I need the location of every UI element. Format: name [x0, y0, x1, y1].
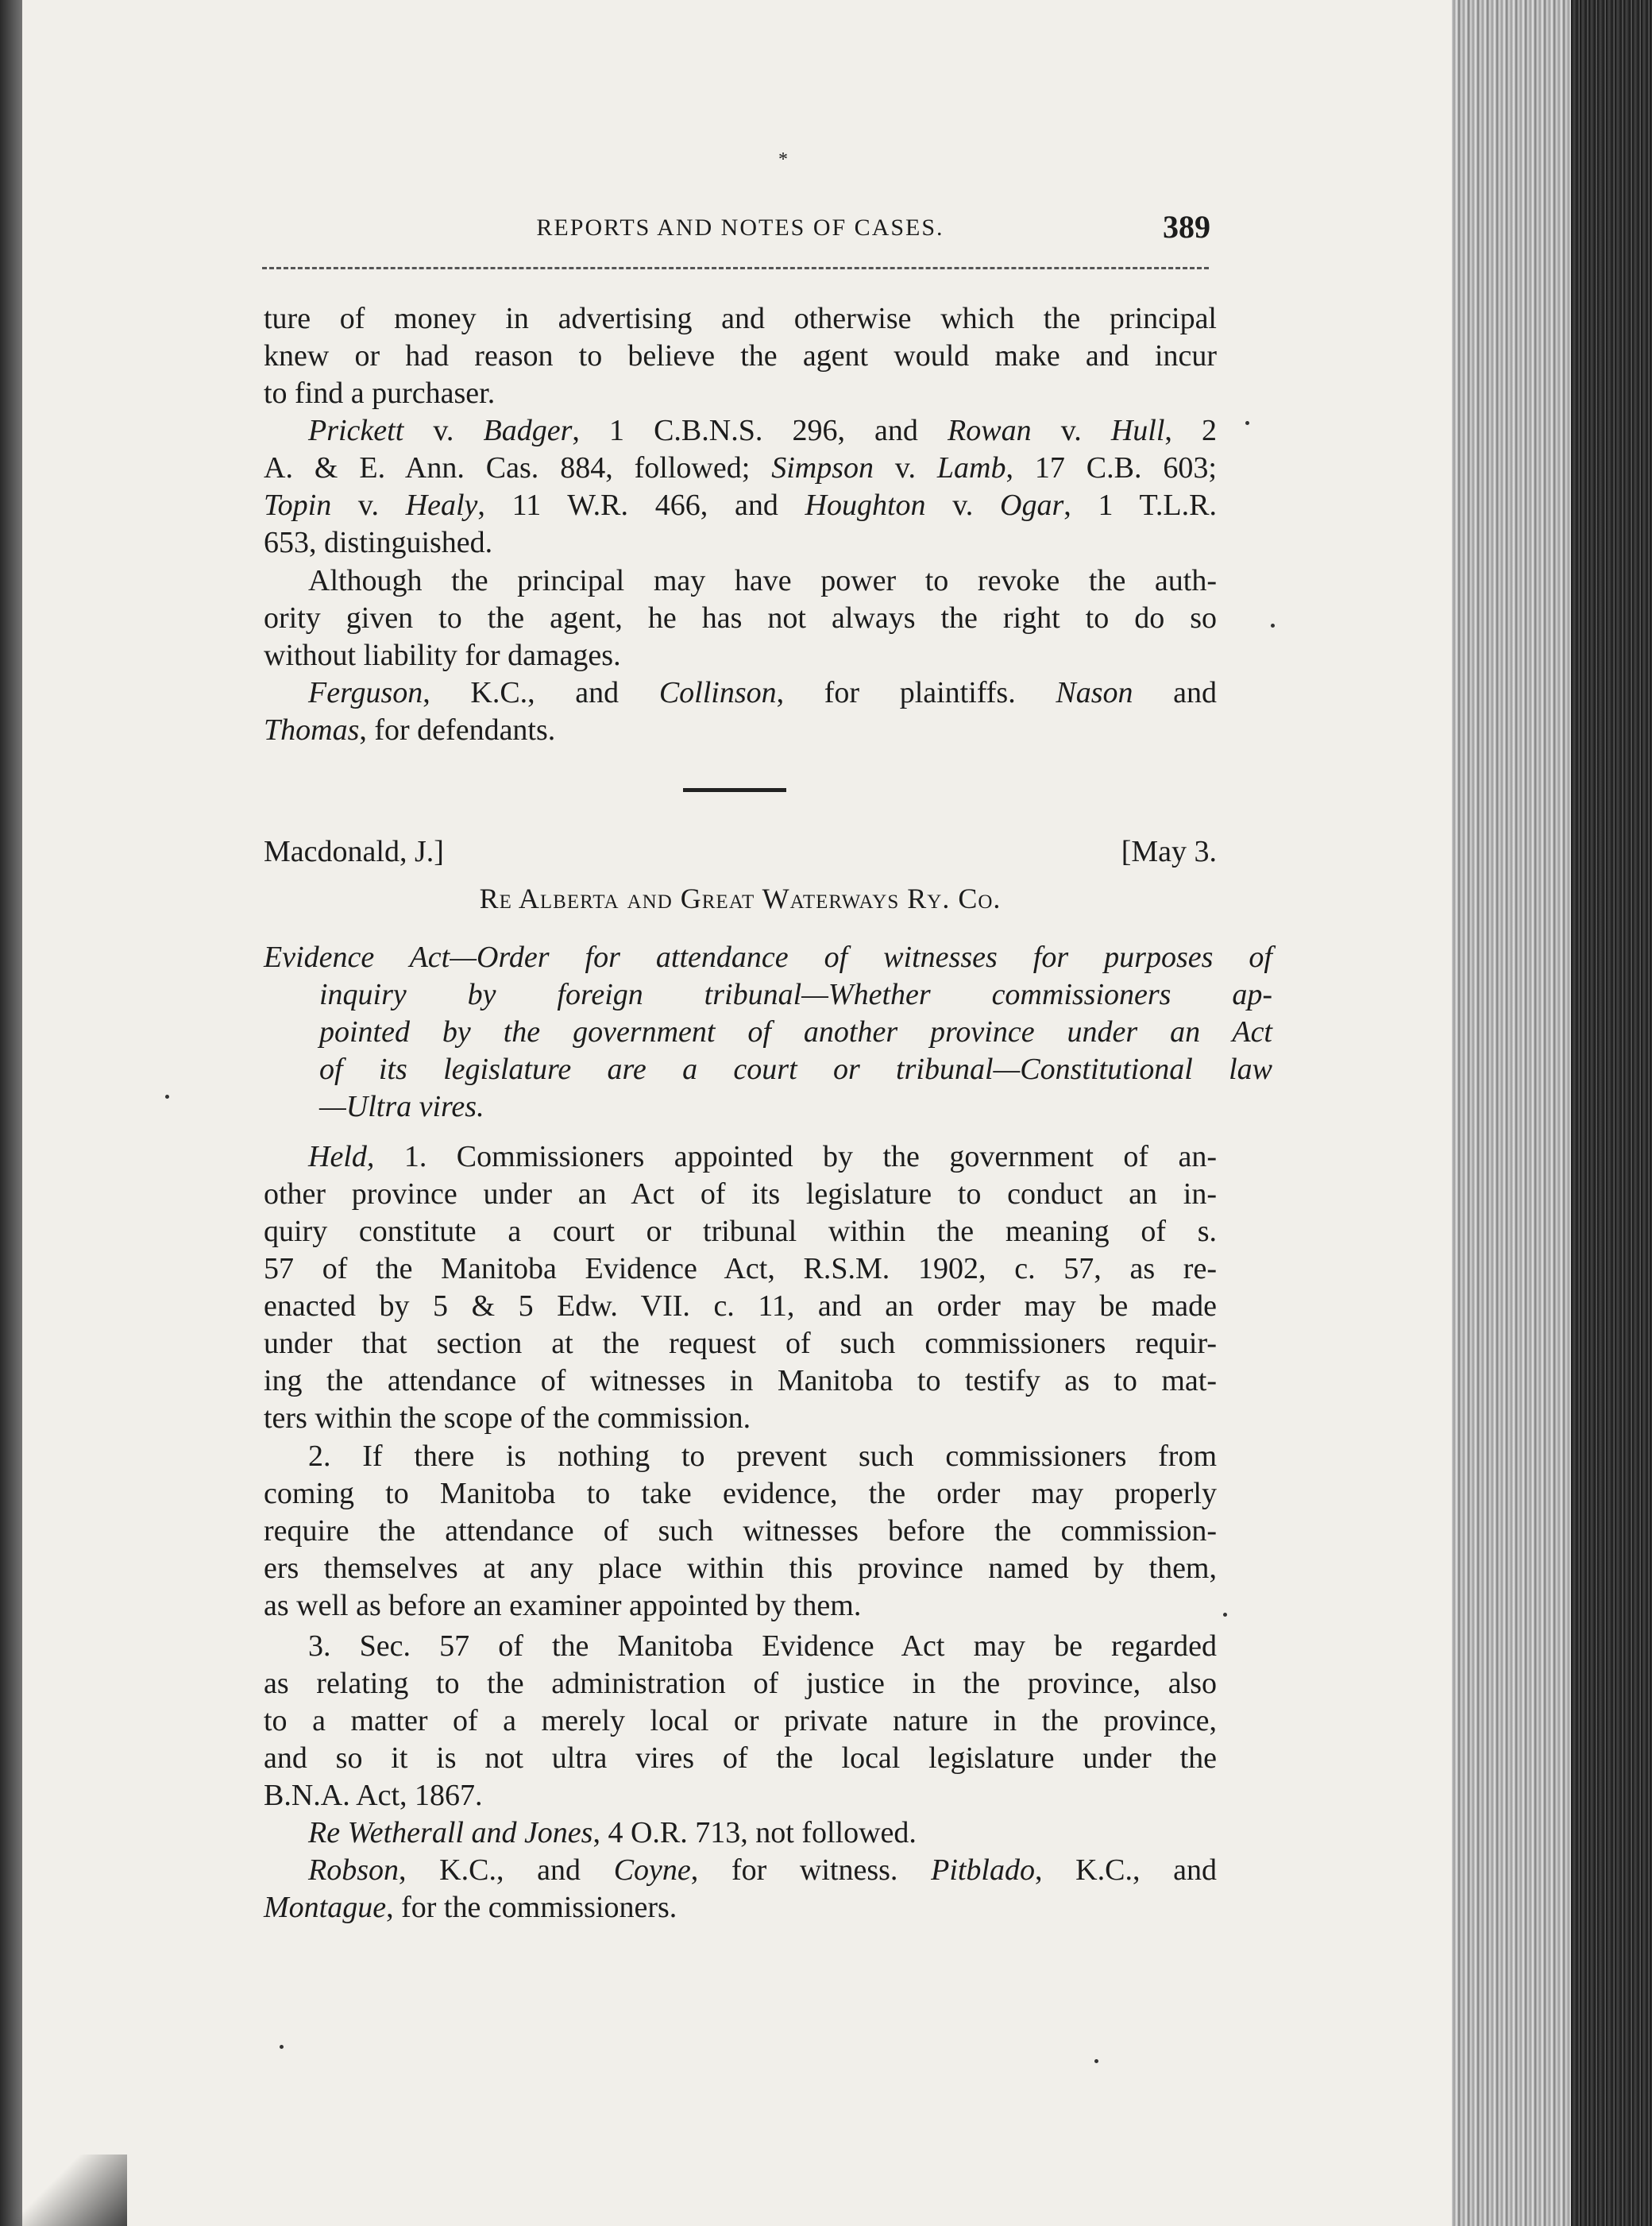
counsel-name: Thomas	[264, 713, 360, 747]
text-line	[264, 450, 1217, 487]
case-name: Simpson	[771, 451, 874, 485]
text-run: 1. Commissioners appointed by the government of an-	[374, 1140, 1217, 1173]
held-label: Held,	[308, 1140, 375, 1173]
scan-corner-shadow	[0, 2155, 127, 2226]
paragraph-revocation	[264, 562, 1217, 674]
text-line: enacted by 5 & 5 Edw. VII. c. 11, and an order may be made	[264, 1289, 1217, 1323]
text-line: ing the attendance of witnesses in Manitoba to testify as to mat-	[264, 1364, 1217, 1397]
text-line	[264, 487, 1217, 524]
text-run: of its legislature are a court or tribunal—Constitutional law	[319, 1053, 1272, 1086]
text-run: v.	[331, 489, 406, 522]
counsel-name: Ferguson	[308, 676, 423, 709]
text-line: ture of money in advertising and otherwise which the principal	[264, 302, 1217, 335]
text-line: ority given to the agent, he has not always the right to do so	[264, 601, 1217, 635]
text-line: ers themselves at any place within this province named by them,	[264, 1552, 1217, 1585]
text-run: , for plaintiffs.	[776, 676, 1056, 709]
decision-date: [May 3.	[1121, 835, 1217, 868]
judge-line	[264, 834, 1217, 869]
text-run: , K.C., and	[399, 1853, 614, 1887]
text-run: —Ultra vires.	[319, 1090, 484, 1123]
headnote-line	[264, 939, 1272, 976]
text-line	[264, 1852, 1217, 1889]
text-line: as relating to the administration of justice in the province, also	[264, 1667, 1217, 1700]
text-run: , 2	[1164, 414, 1217, 447]
text-line: to find a purchaser.	[264, 377, 496, 410]
speck	[1271, 624, 1275, 628]
case-name: Rowan	[948, 414, 1032, 447]
text-line: knew or had reason to believe the agent would make and incur	[264, 339, 1217, 373]
text-line: B.N.A. Act, 1867.	[264, 1779, 483, 1812]
text-run: , K.C., and	[1035, 1853, 1218, 1887]
text-run: , for defendants.	[359, 713, 556, 747]
header-rule	[262, 267, 1209, 269]
text-line	[264, 1889, 1217, 1926]
speck	[165, 1095, 169, 1099]
running-title: REPORTS AND NOTES OF CASES.	[536, 214, 944, 241]
text-line: ters within the scope of the commission.	[264, 1401, 751, 1435]
text-run: , for witness.	[690, 1853, 932, 1887]
text-line: 2. If there is nothing to prevent such commissioners from	[308, 1440, 1217, 1473]
paragraph-counsel-1	[264, 674, 1217, 749]
case-name: Ogar	[1000, 489, 1064, 522]
text-line: under that section at the request of such commissioners requir-	[264, 1327, 1217, 1360]
headnote-line	[319, 1051, 1272, 1088]
text-run: pointed by the government of another province under an Act	[319, 1015, 1272, 1049]
text-line: and so it is not ultra vires of the local legislature under the	[264, 1741, 1217, 1775]
counsel-2	[264, 1852, 1217, 1926]
text-run: , 1 T.L.R.	[1063, 489, 1217, 522]
text-line: Although the principal may have power to revoke the auth-	[308, 564, 1217, 597]
held-1	[264, 1138, 1217, 1437]
case-name: Houghton	[805, 489, 926, 522]
text-run: , 11 W.R. 466, and	[477, 489, 805, 522]
held-2	[264, 1438, 1217, 1625]
not-followed	[264, 1814, 1217, 1852]
book-binding	[1452, 0, 1652, 2226]
text-line: without liability for damages.	[264, 639, 621, 672]
case-name: Healy	[405, 489, 478, 522]
text-run: , 4 O.R. 713, not followed.	[592, 1816, 917, 1849]
text-line: other province under an Act of its legislature to conduct an in-	[264, 1177, 1217, 1211]
headnote-line	[319, 1014, 1272, 1051]
text-line	[264, 1138, 1217, 1176]
case-name: Badger	[483, 414, 573, 447]
case-name: Lamb	[936, 451, 1006, 485]
page-number: 389	[1163, 209, 1210, 245]
text-line	[264, 412, 1217, 450]
headnote	[264, 939, 1272, 1126]
text-line: 57 of the Manitoba Evidence Act, R.S.M. 1902, c. 57, as re-	[264, 1252, 1217, 1285]
counsel-name: Nason	[1056, 676, 1133, 709]
paragraph-citations	[264, 412, 1217, 562]
case-title: Re Alberta and Great Waterways Ry. Co.	[479, 883, 1002, 914]
text-run: Evidence Act—Order for attendance of witnesses for purposes of	[264, 941, 1272, 974]
headnote-line	[319, 976, 1272, 1014]
speck	[1223, 1613, 1227, 1617]
text-run: , 1 C.B.N.S. 296, and	[572, 414, 948, 447]
text-run: v.	[1031, 414, 1111, 447]
text-line	[264, 712, 1217, 749]
text-line: 653, distinguished.	[264, 526, 493, 559]
text-run: and	[1133, 676, 1217, 709]
text-run: , for the commissioners.	[386, 1891, 677, 1924]
counsel-name: Montague	[264, 1891, 387, 1924]
text-line: require the attendance of such witnesses before the commission-	[264, 1514, 1217, 1548]
text-line: as well as before an examiner appointed by them.	[264, 1589, 862, 1622]
speck	[280, 2045, 284, 2049]
counsel-name: Robson	[308, 1853, 399, 1887]
counsel-name: Coyne	[613, 1853, 691, 1887]
counsel-name: Collinson	[658, 676, 777, 709]
case-name: Topin	[264, 489, 332, 522]
judge-name: Macdonald, J.]	[264, 835, 444, 868]
text-line: quiry constitute a court or tribunal within the meaning of s.	[264, 1215, 1217, 1248]
text-line: 3. Sec. 57 of the Manitoba Evidence Act may be regarded	[308, 1629, 1217, 1663]
paragraph-continuation	[264, 300, 1217, 412]
text-run: v.	[925, 489, 1001, 522]
held-3	[264, 1628, 1217, 1814]
case-name: Re Wetherall and Jones	[308, 1816, 593, 1849]
ornament-mark: *	[778, 149, 788, 170]
speck	[1094, 2059, 1098, 2063]
case-name: Prickett	[308, 414, 404, 447]
text-run: v.	[403, 414, 484, 447]
text-line: to a matter of a merely local or private nature in the province,	[264, 1704, 1217, 1737]
text-line: coming to Manitoba to take evidence, the order may properly	[264, 1477, 1217, 1510]
case-name: Hull	[1110, 414, 1165, 447]
text-run: A. & E. Ann. Cas. 884, followed;	[264, 451, 772, 485]
text-run: inquiry by foreign tribunal—Whether commissioners ap-	[319, 978, 1272, 1011]
headnote-line	[319, 1088, 1272, 1126]
section-divider	[683, 788, 786, 792]
text-run: v.	[873, 451, 937, 485]
speck	[1245, 421, 1249, 425]
text-line	[264, 1814, 1217, 1852]
running-head	[264, 208, 1217, 256]
text-run: , 17 C.B. 603;	[1005, 451, 1217, 485]
counsel-name: Pitblado	[931, 1853, 1035, 1887]
text-run: , K.C., and	[423, 676, 659, 709]
text-line	[264, 674, 1217, 712]
